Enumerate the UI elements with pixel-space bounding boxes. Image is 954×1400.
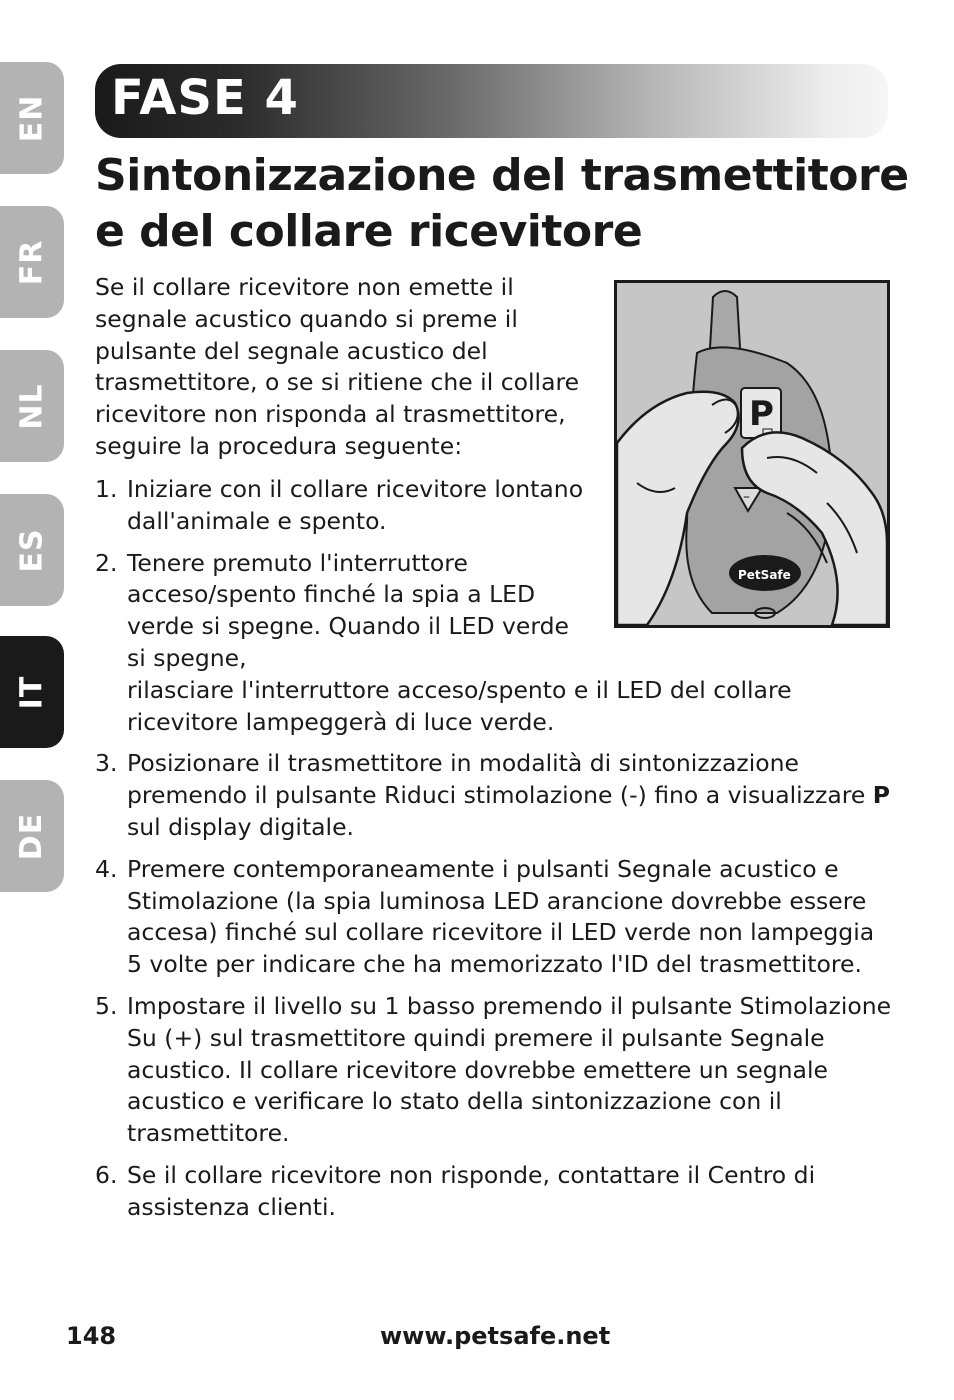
minus-symbol: – xyxy=(743,489,750,505)
lang-tab-label: EN xyxy=(14,94,50,142)
list-item xyxy=(95,854,895,981)
brand-badge-label: PetSafe xyxy=(738,568,791,582)
list-item xyxy=(95,474,585,538)
step-text: Se il collare ricevitore non risponde, contattare il Centro di assistenza clienti. xyxy=(127,1160,816,1221)
step-text: Premere contemporaneamente i pulsanti Segnale acustico e Stimolazione (la spia luminosa LED arancione dovrebbe essere accesa) finché sul collare ricevitore il LED verde non lampeggia 5 volte per indicare che ha memorizzato l'ID del trasmettitore. xyxy=(127,854,875,979)
step-number: 2. xyxy=(95,548,118,577)
lang-tab-fr[interactable] xyxy=(0,206,64,318)
step-text-after: sul display digitale. xyxy=(127,812,355,841)
step-number: 3. xyxy=(95,749,118,778)
lang-tab-label: ES xyxy=(14,527,50,573)
step-number: 4. xyxy=(95,854,118,883)
step-text-part: Tenere premuto l'interruttore acceso/spento finché la spia a LED verde si spegne. Quando il LED verde si spegne, xyxy=(127,548,570,672)
step-text-part: rilasciare l'interruttore acceso/spento e il LED del collare ricevitore lampeggerà di luce verde. xyxy=(127,675,792,736)
phase-header-bar xyxy=(95,64,888,138)
lang-tab-label: IT xyxy=(14,675,50,709)
step-text xyxy=(127,548,895,739)
lang-tab-label: NL xyxy=(14,382,50,430)
display-char: P xyxy=(749,394,774,434)
list-item xyxy=(95,748,895,843)
page-number: 148 xyxy=(66,1322,117,1350)
list-item xyxy=(95,1160,895,1224)
step-number: 1. xyxy=(95,475,118,503)
intro-paragraph: Se il collare ricevitore non emette il segnale acustico quando si preme il pulsante del segnale acustico del trasmettitore, o se si ritiene che il collare ricevitore non risponda al trasmettitore, seguire la procedura seguente: xyxy=(95,273,580,460)
lang-tab-de[interactable] xyxy=(0,780,64,892)
lang-tab-it[interactable] xyxy=(0,636,64,748)
step-number: 6. xyxy=(95,1160,118,1189)
title-line-2: e del collare ricevitore xyxy=(95,206,643,257)
step-text: Iniziare con il collare ricevitore lontano dall'animale e spento. xyxy=(127,475,584,535)
lang-tab-nl[interactable] xyxy=(0,350,64,462)
list-item xyxy=(95,991,895,1150)
step-number: 5. xyxy=(95,991,118,1020)
lang-tab-es[interactable] xyxy=(0,494,64,606)
page-title xyxy=(95,148,915,260)
steps-list xyxy=(95,474,895,1224)
lang-tab-label: DE xyxy=(14,812,50,860)
step-text-before: Posizionare il trasmettitore in modalità di sintonizzazione premendo il pulsante Riduci stimolazione (-) fino a visualizzare xyxy=(127,749,873,810)
title-line-1: Sintonizzazione del trasmettitore xyxy=(95,150,909,201)
step-text-bold: P xyxy=(872,781,891,810)
lang-tab-label: FR xyxy=(14,239,50,285)
step-text: Impostare il livello su 1 basso premendo il pulsante Stimolazione Su (+) sul trasmettitore quindi premere il pulsante Segnale acustico. Il collare ricevitore dovrebbe emettere un segnale acustico e verificare lo stato della sintonizzazione con il trasmettitore. xyxy=(127,991,892,1148)
footer-url: www.petsafe.net xyxy=(380,1322,611,1350)
lang-tab-en[interactable] xyxy=(0,62,64,174)
list-item xyxy=(95,548,895,739)
phase-label: FASE 4 xyxy=(111,70,299,126)
